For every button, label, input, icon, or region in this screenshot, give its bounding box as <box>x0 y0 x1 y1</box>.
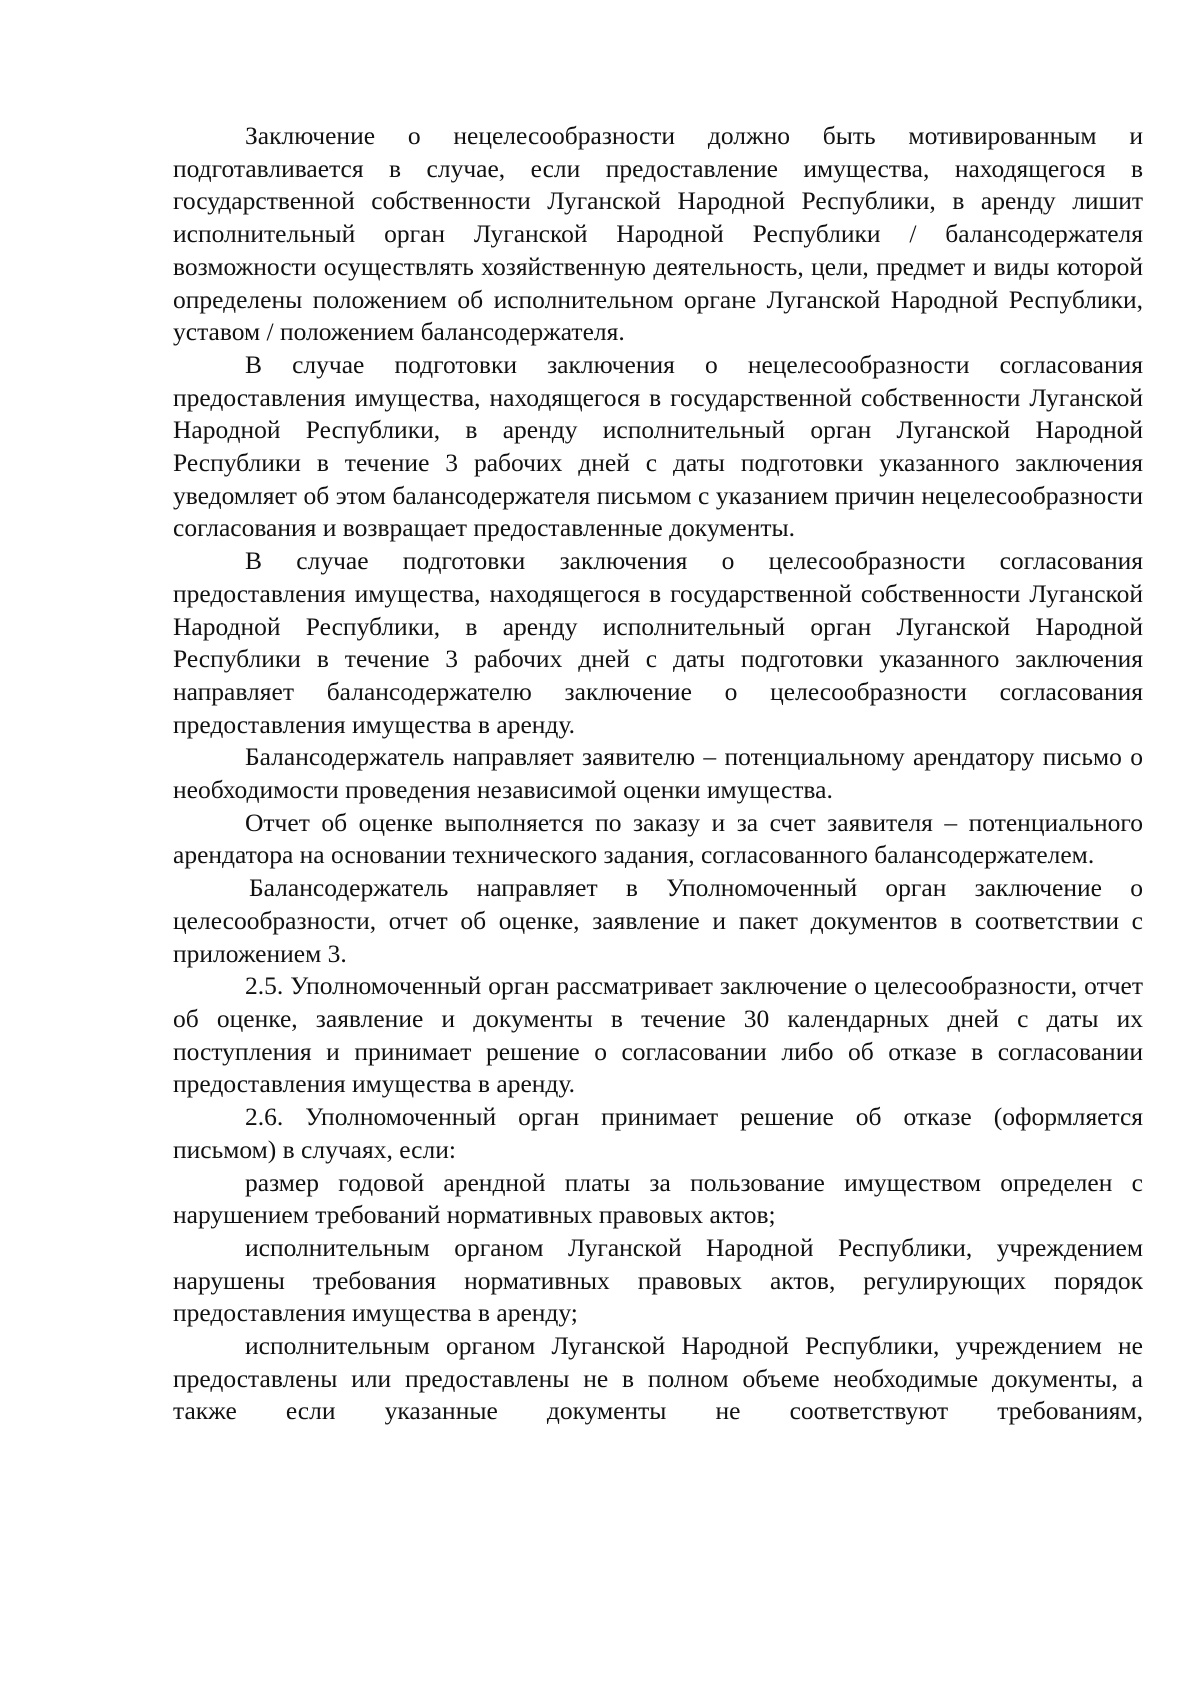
paragraph-independent-valuation: Балансодержатель направляет заявителю – потенциальному арендатору письмо о необходимости проведения независимой оценки имущества. <box>173 742 1143 805</box>
document-page <box>173 120 1143 1428</box>
list-item-documents-incomplete: исполнительным органом Луганской Народной Республики, учреждением не предоставлены или предоставлены не в полном объеме необходимые документы, а также если указанные документы не соответствуют требованиям, <box>173 1331 1143 1426</box>
paragraph-inexpediency-case: В случае подготовки заключения о нецелесообразности согласования предоставления имущества, находящегося в государственной собственности Луганской Народной Республики, в аренду исполнительный орган Луганской Народной Республики в течение 3 рабочих дней с даты подготовки указанного заключения уведомляет об этом балансодержателя письмом с указанием причин нецелесообразности согласования и возвращает предоставленные документы. <box>173 349 1143 543</box>
paragraph-section-2-5: 2.5. Уполномоченный орган рассматривает заключение о целесообразности, отчет об оценке, заявление и документы в течение 30 календарных дней с даты их поступления и принимает решение о согласовании либо об отказе в согласовании предоставления имущества в аренду. <box>173 971 1143 1099</box>
paragraph-section-2-6: 2.6. Уполномоченный орган принимает решение об отказе (оформляется письмом) в случаях, если: <box>173 1102 1143 1164</box>
paragraph-conclusion-motivation: Заключение о нецелесообразности должно быть мотивированным и подготавливается в случае, если предоставление имущества, находящегося в государственной собственности Луганской Народной Республики, в аренду лишит исполнительный орган Луганской Народной Республики / балансодержателя возможности осуществлять хозяйственную деятельность, цели, предмет и виды которой определены положением об исполнительном органе Луганской Народной Республики, уставом / положением балансодержателя. <box>173 121 1143 347</box>
list-item-rent-calculation: размер годовой арендной платы за пользование имуществом определен с нарушением требований нормативных правовых актов; <box>173 1167 1143 1230</box>
paragraph-expediency-case: В случае подготовки заключения о целесообразности согласования предоставления имущества, находящегося в государственной собственности Луганской Народной Республики, в аренду исполнительный орган Луганской Народной Республики в течение 3 рабочих дней с даты подготовки указанного заключения направляет балансодержателю заключение о целесообразности согласования предоставления имущества в аренду. <box>173 546 1143 739</box>
list-item-requirements-violated: исполнительным органом Луганской Народной Республики, учреждением нарушены требования нормативных правовых актов, регулирующих порядок предоставления имущества в аренду; <box>173 1232 1143 1328</box>
paragraph-submission-to-authority: Балансодержатель направляет в Уполномоченный орган заключение о целесообразности, отчет об оценке, заявление и пакет документов в соответствии с приложением 3. <box>173 873 1143 968</box>
paragraph-valuation-report: Отчет об оценке выполняется по заказу и за счет заявителя – потенциального арендатора на основании технического задания, согласованного балансодержателем. <box>173 807 1143 870</box>
